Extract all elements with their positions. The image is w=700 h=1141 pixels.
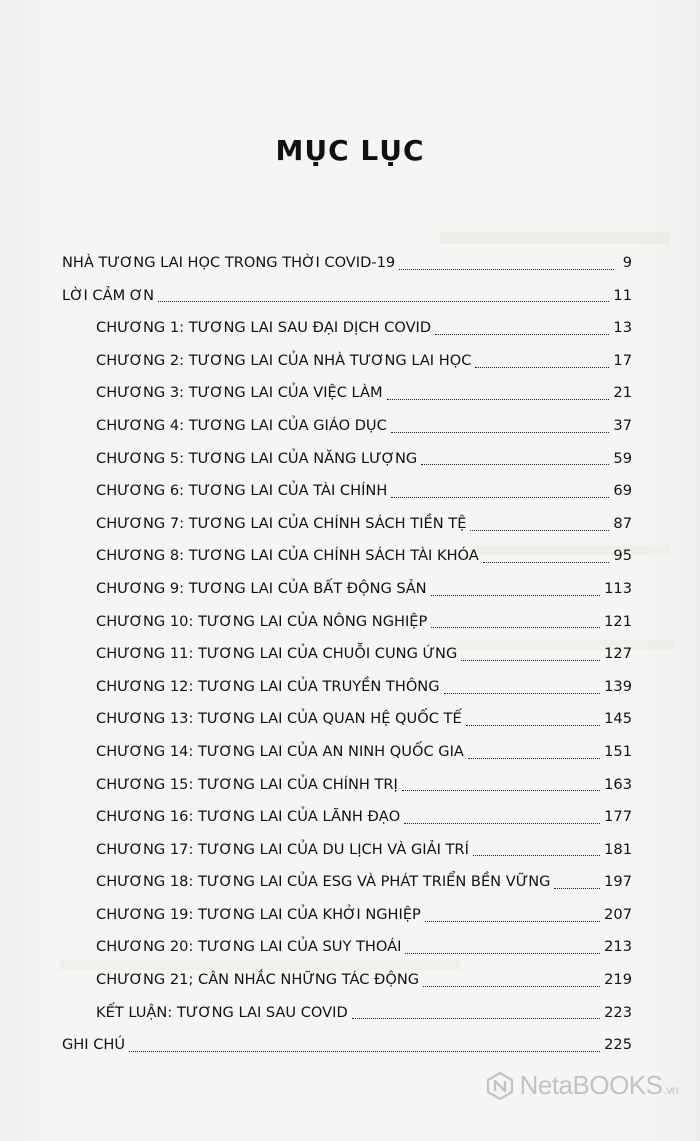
toc-entry-label: CHƯƠNG 18: TƯƠNG LAI CỦA ESG VÀ PHÁT TRIỂN BỀN VỮNG: [96, 873, 551, 891]
toc-entry-page: 127: [604, 645, 632, 663]
toc-entry[interactable]: [62, 866, 632, 899]
dot-leader: [444, 693, 601, 694]
toc-entry-label: CHƯƠNG 7: TƯƠNG LAI CỦA CHÍNH SÁCH TIỀN TỆ: [96, 514, 467, 532]
toc-entry-page: 21: [613, 384, 632, 402]
toc-entry[interactable]: [62, 410, 632, 443]
toc-entry-label: CHƯƠNG 6: TƯƠNG LAI CỦA TÀI CHÍNH: [96, 482, 388, 500]
toc-entry-page: 207: [604, 905, 632, 923]
toc-entry-page: 113: [604, 579, 632, 597]
toc-entry-label: CHƯƠNG 11: TƯƠNG LAI CỦA CHUỖI CUNG ỨNG: [96, 645, 458, 663]
toc-entry-label: CHƯƠNG 4: TƯƠNG LAI CỦA GIÁO DỤC: [96, 416, 387, 434]
netabooks-watermark: [486, 1070, 678, 1101]
toc-entry-page: 17: [613, 351, 632, 369]
toc-entry[interactable]: [62, 1029, 632, 1062]
toc-entry[interactable]: [62, 280, 632, 313]
toc-entry[interactable]: [62, 508, 632, 541]
toc-entry-page: 225: [604, 1036, 632, 1054]
dot-leader: [421, 464, 609, 465]
toc-entry[interactable]: [62, 312, 632, 345]
watermark-brand: NetaBOOKS: [519, 1070, 663, 1100]
dot-leader: [387, 399, 610, 400]
toc-entry-page: 69: [613, 482, 632, 500]
toc-entry-page: 163: [604, 775, 632, 793]
toc-entry-page: 151: [604, 742, 632, 760]
dot-leader: [405, 953, 600, 954]
dot-leader: [468, 758, 600, 759]
toc-entry-label: CHƯƠNG 5: TƯƠNG LAI CỦA NĂNG LƯỢNG: [96, 449, 418, 467]
toc-entry-label: CHƯƠNG 19: TƯƠNG LAI CỦA KHỞI NGHIỆP: [96, 905, 421, 923]
dot-leader: [402, 790, 600, 791]
toc-entry[interactable]: [62, 573, 632, 606]
toc-entry-label: CHƯƠNG 16: TƯƠNG LAI CỦA LÃNH ĐẠO: [96, 808, 401, 826]
toc-entry[interactable]: [62, 834, 632, 867]
toc-entry[interactable]: [62, 769, 632, 802]
toc-entry-label: GHI CHÚ: [62, 1036, 126, 1054]
toc-entry-page: 145: [604, 710, 632, 728]
dot-leader: [352, 1018, 600, 1019]
toc-entry-label: CHƯƠNG 3: TƯƠNG LAI CỦA VIỆC LÀM: [96, 384, 383, 402]
dot-leader: [431, 627, 600, 628]
toc-entry[interactable]: [62, 899, 632, 932]
toc-entry[interactable]: [62, 703, 632, 736]
toc-entry[interactable]: [62, 540, 632, 573]
toc-entry[interactable]: [62, 997, 632, 1030]
toc-entry[interactable]: [62, 638, 632, 671]
watermark-suffix: .vn: [663, 1083, 678, 1097]
toc-entry[interactable]: [62, 964, 632, 997]
dot-leader: [431, 595, 601, 596]
toc-entry-page: 87: [613, 514, 632, 532]
dot-leader: [475, 367, 609, 368]
toc-entry-page: 9: [622, 254, 632, 271]
dot-leader: [158, 301, 609, 302]
toc-entry-page: 219: [604, 971, 632, 989]
toc-entry-label: CHƯƠNG 8: TƯƠNG LAI CỦA CHÍNH SÁCH TÀI KHÓA: [96, 547, 479, 565]
dot-leader: [461, 660, 600, 661]
toc-entry[interactable]: [62, 377, 632, 410]
bleed-through-mark: [440, 232, 670, 244]
toc-entry-label: CHƯƠNG 12: TƯƠNG LAI CỦA TRUYỀN THÔNG: [96, 677, 440, 695]
toc-entry-label: CHƯƠNG 17: TƯƠNG LAI CỦA DU LỊCH VÀ GIẢI TRÍ: [96, 840, 469, 858]
dot-leader: [423, 986, 600, 987]
toc-entry[interactable]: [62, 475, 632, 508]
toc-entry-page: 177: [604, 808, 632, 826]
netabooks-logo-icon: [486, 1072, 514, 1100]
toc-entry-page: 37: [613, 416, 632, 434]
toc-entry[interactable]: [62, 931, 632, 964]
dot-leader: [391, 497, 609, 498]
dot-leader: [425, 921, 600, 922]
toc-entry-page: 213: [604, 938, 632, 956]
toc-entry[interactable]: [62, 247, 632, 280]
toc-entry-label: CHƯƠNG 15: TƯƠNG LAI CỦA CHÍNH TRỊ: [96, 775, 398, 793]
toc-entry-label: CHƯƠNG 1: TƯƠNG LAI SAU ĐẠI DỊCH COVID: [96, 319, 432, 337]
toc-entry-label: NHÀ TƯƠNG LAI HỌC TRONG THỜI COVID-19: [62, 254, 396, 271]
dot-leader: [554, 888, 600, 889]
toc-entry-label: CHƯƠNG 13: TƯƠNG LAI CỦA QUAN HỆ QUỐC TẾ: [96, 710, 462, 728]
watermark-text: [520, 1070, 678, 1101]
toc-entry-label: CHƯƠNG 9: TƯƠNG LAI CỦA BẤT ĐỘNG SẢN: [96, 579, 427, 597]
table-of-contents: [62, 247, 632, 1062]
toc-entry[interactable]: [62, 801, 632, 834]
toc-entry-page: 139: [604, 677, 632, 695]
toc-entry-label: CHƯƠNG 21; CÂN NHẮC NHỮNG TÁC ĐỘNG: [96, 971, 420, 989]
toc-entry-page: 59: [613, 449, 632, 467]
toc-entry-page: 223: [604, 1003, 632, 1021]
toc-entry-label: CHƯƠNG 20: TƯƠNG LAI CỦA SUY THOÁI: [96, 938, 402, 956]
dot-leader: [404, 823, 600, 824]
toc-entry-page: 11: [613, 286, 632, 304]
dot-leader: [129, 1051, 600, 1052]
dot-leader: [399, 269, 614, 270]
toc-entry-page: 13: [613, 319, 632, 337]
toc-entry[interactable]: [62, 443, 632, 476]
dot-leader: [470, 530, 609, 531]
dot-leader: [483, 562, 610, 563]
toc-entry-label: LỜI CẢM ƠN: [62, 286, 155, 304]
toc-entry[interactable]: [62, 345, 632, 378]
toc-entry-page: 181: [604, 840, 632, 858]
toc-entry-label: CHƯƠNG 2: TƯƠNG LAI CỦA NHÀ TƯƠNG LAI HỌC: [96, 351, 472, 369]
dot-leader: [466, 725, 600, 726]
toc-entry-label: KẾT LUẬN: TƯƠNG LAI SAU COVID: [96, 1003, 348, 1021]
toc-entry-label: CHƯƠNG 10: TƯƠNG LAI CỦA NÔNG NGHIỆP: [96, 612, 428, 630]
dot-leader: [391, 432, 610, 433]
toc-entry[interactable]: [62, 606, 632, 639]
dot-leader: [435, 334, 609, 335]
dot-leader: [473, 855, 600, 856]
toc-entry-page: 197: [604, 873, 632, 891]
toc-entry-page: 95: [613, 547, 632, 565]
toc-entry-page: 121: [604, 612, 632, 630]
toc-entry[interactable]: [62, 671, 632, 704]
toc-entry[interactable]: [62, 736, 632, 769]
toc-entry-label: CHƯƠNG 14: TƯƠNG LAI CỦA AN NINH QUỐC GIA: [96, 742, 464, 760]
page-title: MỤC LỤC: [275, 134, 425, 167]
